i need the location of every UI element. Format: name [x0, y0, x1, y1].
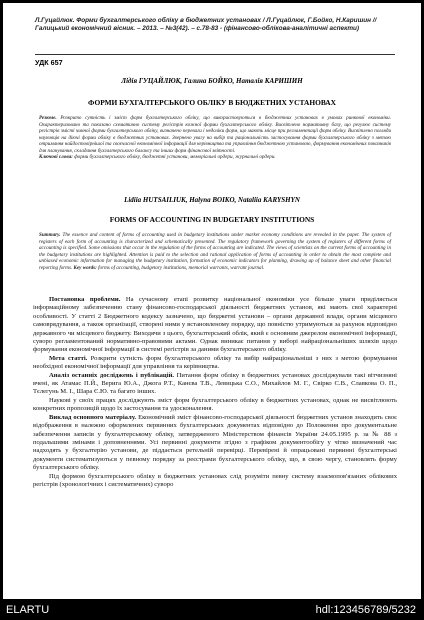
paragraph-main	[33, 414, 397, 473]
header-divider	[35, 54, 395, 55]
paragraph-text: Питання форм обліку в бюджетних установах досліджували такі вітчизняні вчені, як Атамас П.Й., Верига Ю.А., Джога Р.Т., Канєва Т.В., Левицька С.О., Михайлов М. Г., Свірко С.В., Славкова О. П., Тєлегунь М. І., Шара Є.Ю. та багато інших.	[33, 371, 398, 396]
section-label: Мета статті.	[49, 354, 88, 362]
section-label: Виклад основного матеріалу.	[49, 413, 137, 421]
ua-resume-label: Резюме.	[39, 115, 57, 121]
document-page	[3, 3, 421, 599]
ua-authors: Лідія ГУЦАЙЛЮК, Галина БОЙКО, Наталія КАРИШИН	[121, 77, 303, 85]
paragraph-scientists	[33, 397, 397, 414]
paragraph-text: Економічний зміст фінансово-господарської діяльності бюджетних установ знаходить своє відображення в належно оформлених первинних бухгалтерських документах відповідно до Положення про документальне забезпечення записів у бухгалтерському обліку, затвердженого Міністерством фінансів України 24.05.1995 р. за № 88 з подальшими змінами і доповненнями. Усі первинні документи згідно з графіком документообігу у чітко визначений час надходять у бухгалтерію установи, де піддається ретельній перевірці. Перевірені й опрацьовані первинні бухгалтерські документи систематизуються у певному порядку за реєстрами бухгалтерського обліку, що, в свою чергу, становлять форму бухгалтерського обліку.	[33, 413, 397, 472]
en-summary-label: Summary.	[39, 232, 61, 238]
en-title: FORMS OF ACCOUNTING IN BUDGETARY INSTITUTIONS	[109, 215, 315, 224]
paragraph-form	[33, 473, 397, 490]
repository-footer	[0, 599, 424, 620]
section-label: Аналіз останніх досліджень і публікацій.	[49, 371, 175, 379]
en-summary	[39, 232, 391, 271]
ua-resume-text: Розкрито сутність і зміст форм бухгалтерського обліку, що використовуються в бюджетних установах в умовах ринкової економіки. Охарактеризовано та показано схематично систему регістрів кожної форми бухгалтерського обліку. Висвітлено нормативну базу, що регулює систему регістрів змісті чинної форми бухгалтерського обліку, визначено переваги і недоліки форм, що мають місце при регламентаціі форм обліку. Висвітлено погляди науковців на діючі форми обліку в бюджетних установах. Звернено увагу на вибір та раціональність застосування форми бухгалтерського обліку з метою отримання найдостовірнішої та своєчасної економічної інформації для керівництва та управління бюджетною установою, формування економічних показників для планування, складання бухгалтерського балансу та інших форм фінансової звітності.	[39, 115, 391, 154]
section-label: Постановка проблеми.	[49, 296, 121, 303]
footer-handle: hdl:123456789/5232	[315, 604, 416, 616]
udk-code: УДК 657	[35, 58, 63, 67]
en-summary-text: The essence and content of forms of accounting used in budgetary institutions under market economy conditions are revealed in the paper. The system of registers of each form of accounting is characterized and schematically presented. The regulatory framework governing the system of registers of different forms of accounting is specified. Some omissions that occur in the regulation of the forms of accounting are indicated. The views of scientists on the current forms of accounting in the budgetary institutions are highlighted. Attention is paid to the selection and rational application of forms of accounting in order to obtain the most complete and unbiased economic information for managing the budgetary institution, formation of economic indicators for planning, drawing up of balance sheet and other financial reporting forms.	[39, 232, 391, 271]
paragraph-text: Наукові у своїх працях досліджують зміст форм бухгалтерського обліку в бюджетних установах, однак не висвітлюють конкретних пропозицій щодо їх застосування та удосконалення.	[33, 396, 397, 413]
en-authors: Lidiia HUTSAILIUK, Halyna BOIKO, Nataliia KARYSHYN	[124, 196, 300, 204]
paragraph-text: Розкрити сутність форм бухгалтерського обліку та вибір найраціональніші з них з метою формування необхідної економічної інформації для управління та керівництва.	[33, 354, 397, 371]
ua-resume	[39, 115, 391, 161]
paragraph-aim	[33, 355, 397, 372]
ua-keywords-label: Ключові слова:	[39, 154, 73, 160]
en-keywords-label: Key words:	[73, 264, 97, 271]
paragraph-review	[33, 372, 397, 397]
paragraph-text: Під формою бухгалтерського обліку в бюджетних установах слід розуміти певну систему взаємопов'язаних облікових регістрів (хронологічних і систематичних) суворо	[33, 472, 397, 488]
citation-header: Л.Гуцайлюк. Форми бухгалтерського обліку в бюджетних установах / Л.Гуцайлюк, Г.Бойко, Н.Каришин // Галицький економічний вісник. – 2013. – №3(42). – с.78-83 - (фінансово-облікова-аналітичні аспекти)	[35, 17, 377, 33]
ua-title: ФОРМИ БУХГАЛТЕРСЬКОГО ОБЛІКУ В БЮДЖЕТНИХ УСТАНОВАХ	[88, 98, 336, 107]
en-keywords-text: forms of accounting, budgetary institutions, memorial warrants, warrant journal.	[98, 264, 265, 271]
footer-repository-name: ELARTU	[6, 604, 50, 616]
article-body	[33, 296, 397, 489]
paragraph-problem	[33, 296, 397, 355]
ua-keywords-text: форми бухгалтерського обліку, бюджетні установи, меморіальні ордери, журнальні ордери.	[74, 154, 276, 160]
paragraph-text: На сучасному етапі розвитку національної економіки усе більше уваги приділяється інформаційному забезпеченню стану фінансово-господарської діяльності бюджетних установ, які мають свої характерні особливості. У статті 2 Бюджетного кодексу зазначено, що бюджетні установи – органи державної влади, органи місцевого самоврядування, а також організації, створені ними у встановленому порядку, що повністю утримуються за рахунок відповідно державного чи місцевого бюджету. Виходячи з цього, бухгалтерський облік, який є основним джерелом економічної інформації, суворо регламентований нормативно-правовими актами. Однак виникає питання у виборі найраціональніших шляхів щодо формування економічної інформації в системі регістрів за даними бухгалтерського обліку.	[33, 296, 397, 354]
